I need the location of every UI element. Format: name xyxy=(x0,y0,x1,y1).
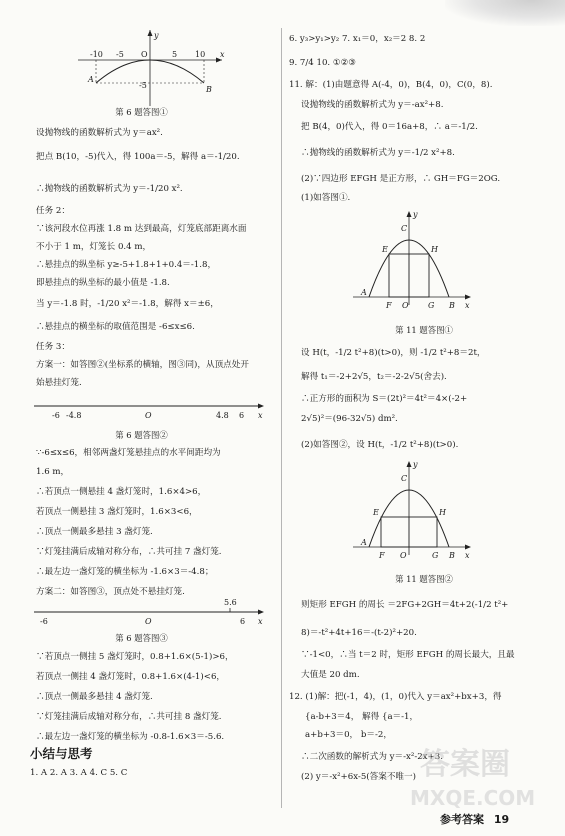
text-line: 若顶点一侧挂 4 盏灯笼时，0.8+1.6×(4-1)<6， xyxy=(36,672,226,682)
tick-label: O xyxy=(141,50,148,59)
point-label: O xyxy=(400,551,407,560)
text-line: ∴最左边一盏灯笼的横坐标为 -0.8-1.6×3＝-5.6. xyxy=(36,732,225,742)
figure-11-1 xyxy=(283,205,565,325)
text-line: 2√5)²＝(96-32√5) dm². xyxy=(301,414,398,424)
text-line: (2) y＝-x²+6x-5(答案不唯一) xyxy=(301,772,416,782)
point-label: H xyxy=(431,245,438,254)
text-line: ∴悬挂点的横坐标的取值范围是 -6≤x≤6. xyxy=(36,322,195,332)
text-line: 当 y＝-1.8 时，-1/20 x²＝-1.8，解得 x＝±6， xyxy=(36,299,219,309)
tick-label: 5 xyxy=(172,50,178,59)
axis-label-x: x xyxy=(465,301,470,310)
text-line: ∵灯笼挂满后成轴对称分布，∴共可挂 8 盏灯笼. xyxy=(36,712,222,722)
text-line: (2)如答图②，设 H(t，-1/2 t²+8)(t>0). xyxy=(301,440,459,450)
tick-label: 4.8 xyxy=(216,411,229,420)
tick-label: 10 xyxy=(195,50,206,59)
right-column xyxy=(283,0,565,836)
text-line: 把点 B(10，-5)代入，得 100a＝-5，解得 a＝-1/20. xyxy=(36,152,240,162)
axis-label-x: x xyxy=(258,617,263,626)
text-line: 始悬挂灯笼. xyxy=(36,378,82,388)
text-line: 大值是 20 dm. xyxy=(301,670,360,680)
text-line: 设抛物线的函数解析式为 y＝-ax²+8. xyxy=(301,100,444,110)
point-label: H xyxy=(439,508,446,517)
tick-label: O xyxy=(145,617,152,626)
tick-label: -5 xyxy=(139,81,147,90)
figure-11-2 xyxy=(283,455,565,575)
point-label: F xyxy=(379,551,385,560)
point-label: A xyxy=(361,288,367,297)
text-line: 6. y₃>y₁>y₂ 7. x₁＝0，x₂＝2 8. 2 xyxy=(289,34,426,44)
tick-label: 5.6 xyxy=(224,598,237,607)
text-line: 9. 7/4 10. ①②③ xyxy=(289,58,357,68)
text-line: ∴悬挂点的纵坐标 y≥-5+1.8+1+0.4＝-1.8， xyxy=(36,260,217,270)
text-line: ∵-1<0，∴当 t＝2 时，矩形 EFGH 的周长最大，且最 xyxy=(301,650,515,660)
text-line: ∴抛物线的函数解析式为 y＝-1/20 x². xyxy=(36,184,183,194)
point-label: B xyxy=(449,301,455,310)
text-line: (1)如答图①. xyxy=(301,193,351,203)
point-label: E xyxy=(382,245,388,254)
text-line: ∵若顶点一侧挂 5 盏灯笼时，0.8+1.6×(5-1)>6， xyxy=(36,652,234,662)
watermark-text: MXQE.COM xyxy=(410,786,536,810)
axis-label-x: x xyxy=(465,551,470,560)
tick-label: O xyxy=(145,411,152,420)
text-line: 任务 2： xyxy=(36,206,70,216)
text-line: ∵该河段水位再涨 1.8 m 达到最高，灯笼底部距离水面 xyxy=(36,224,247,234)
point-label: G xyxy=(432,551,439,560)
text-line: ∵灯笼挂满后成轴对称分布，∴共可挂 7 盏灯笼. xyxy=(36,547,222,557)
point-label: F xyxy=(386,301,392,310)
text-line: 把 B(4，0)代入，得 0＝16a+8，∴ a＝-1/2. xyxy=(301,122,478,132)
figure-caption: 第 11 题答图① xyxy=(395,325,453,335)
tick-label: 6 xyxy=(239,411,245,420)
text-line: 即悬挂点的纵坐标的最小值是 -1.8. xyxy=(36,278,170,288)
text-line: ∴正方形的面积为 S＝(2t)²＝4t²＝4×(-2+ xyxy=(301,394,468,404)
figure-caption: 第 11 题答图② xyxy=(395,574,453,584)
axis-label-y: y xyxy=(154,31,159,40)
point-label: O xyxy=(402,301,409,310)
section-heading: 小结与思考 xyxy=(30,746,93,761)
text-line: 11. 解：(1)由题意得 A(-4，0)，B(4，0)，C(0，8). xyxy=(289,80,493,90)
text-line: a+b+3＝0， b＝-2， xyxy=(305,730,392,740)
point-label: B xyxy=(206,85,212,94)
watermark-text: 答案圈 xyxy=(420,747,510,782)
text-line: 若顶点一侧悬挂 3 盏灯笼时，1.6×3<6， xyxy=(36,507,198,517)
text-line: 1.6 m， xyxy=(36,467,70,477)
tick-label: 6 xyxy=(240,617,246,626)
figure-caption: 第 6 题答图② xyxy=(115,430,168,440)
text-line: ∵-6≤x≤6，相邻两盏灯笼悬挂点的水平间距均为 xyxy=(36,448,221,458)
figure-caption: 第 6 题答图③ xyxy=(115,633,168,643)
point-label: C xyxy=(401,474,408,483)
page-footer xyxy=(440,813,509,827)
axis-label-x: x xyxy=(258,411,263,420)
tick-label: -6 xyxy=(40,617,48,626)
text-line: 方案一：如答图②(坐标系的横轴，图③同)，从顶点处开 xyxy=(36,360,249,370)
text-line: ∴二次函数的解析式为 y＝-x²-2x+3. xyxy=(301,752,443,762)
figure-6-3 xyxy=(0,596,283,636)
text-line: ∴最左边一盏灯笼的横坐标为 -1.6×3＝-4.8； xyxy=(36,567,214,577)
tick-label: -6 xyxy=(52,411,60,420)
point-label: G xyxy=(428,301,435,310)
text-line: ∴若顶点一侧悬挂 4 盏灯笼时，1.6×4>6， xyxy=(36,487,207,497)
text-line: 任务 3： xyxy=(36,342,70,352)
axis-label-x: x xyxy=(220,50,225,59)
point-label: B xyxy=(449,551,455,560)
axis-label-y: y xyxy=(413,460,418,469)
text-line: ∴顶点一侧最多悬挂 4 盏灯笼. xyxy=(36,692,153,702)
axis-label-y: y xyxy=(413,210,418,219)
page-number: 19 xyxy=(493,813,510,826)
tick-label: -5 xyxy=(116,50,124,59)
text-line: 12. (1)解：把(-1，4)，(1，0)代入 y＝ax²+bx+3，得 xyxy=(289,692,502,702)
text-line: 方案二：如答图③，顶点处不悬挂灯笼. xyxy=(36,587,185,597)
text-line: 8)＝-t²+4t+16＝-(t-2)²+20. xyxy=(301,628,417,638)
text-line: (2)∵四边形 EFGH 是正方形，∴ GH＝FG＝2OG. xyxy=(301,174,501,184)
text-line: 不小于 1 m，灯笼长 0.4 m， xyxy=(36,242,152,252)
tick-label: -4.8 xyxy=(66,411,82,420)
figure-caption: 第 6 题答图① xyxy=(115,107,168,117)
text-line: 设抛物线的函数解析式为 y＝ax². xyxy=(36,128,163,138)
text-line: ∴顶点一侧最多悬挂 3 盏灯笼. xyxy=(36,527,153,537)
text-line: 解得 t₁＝-2+2√5，t₂＝-2-2√5(舍去). xyxy=(301,372,447,382)
point-label: A xyxy=(88,75,94,84)
text-line: {a-b+3＝4， 解得 {a＝-1， xyxy=(305,712,419,722)
text-line: ∴抛物线的函数解析式为 y＝-1/2 x²+8. xyxy=(301,148,455,158)
point-label: A xyxy=(361,538,367,547)
text-line: 设 H(t，-1/2 t²+8)(t>0)，则 -1/2 t²+8＝2t， xyxy=(301,348,486,358)
answer-line: 1. A 2. A 3. A 4. C 5. C xyxy=(30,768,128,778)
text-line: 则矩形 EFGH 的周长 ＝2FG+2GH＝4t+2(-1/2 t²+ xyxy=(301,600,509,610)
point-label: E xyxy=(373,508,379,517)
tick-label: -10 xyxy=(90,50,103,59)
footer-label: 参考答案 xyxy=(440,813,484,826)
point-label: C xyxy=(401,224,408,233)
